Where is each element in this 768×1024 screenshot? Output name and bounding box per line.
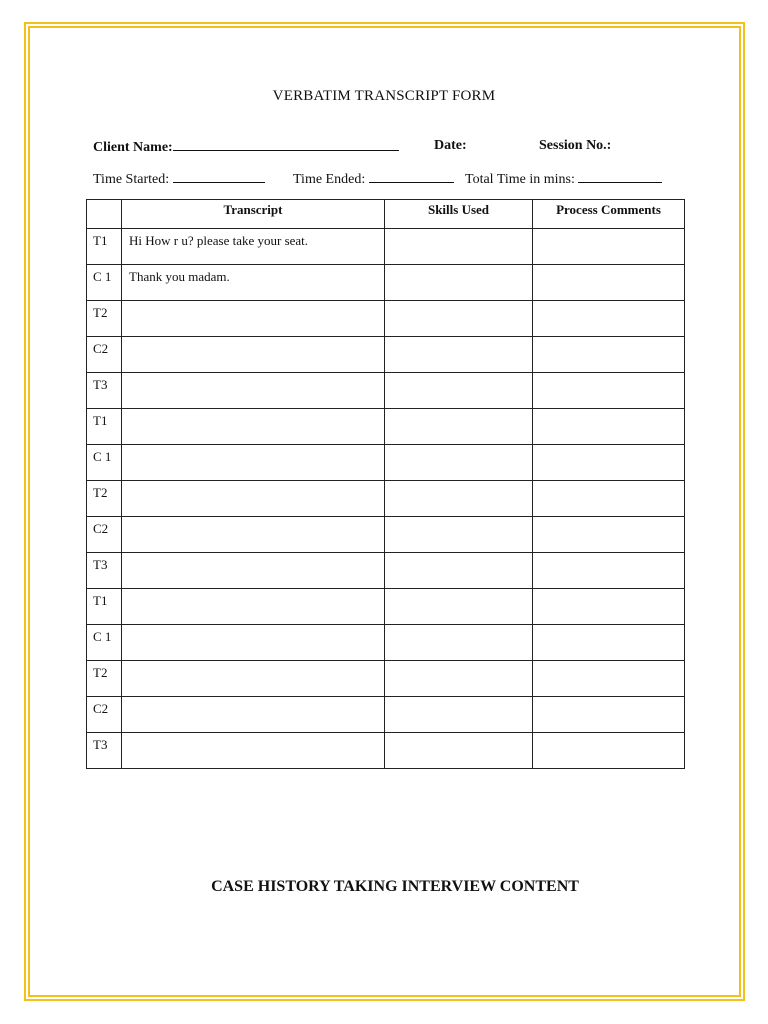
transcript-cell[interactable] [122,517,385,553]
header-transcript: Transcript [122,200,385,229]
speaker-cell: T2 [87,301,122,337]
process-comments-cell[interactable] [533,733,685,769]
table-row [87,409,685,445]
speaker-cell: C 1 [87,445,122,481]
client-name-blank[interactable] [173,138,399,151]
total-time-field[interactable] [465,170,662,188]
skills-used-cell[interactable] [385,733,533,769]
skills-used-cell[interactable] [385,445,533,481]
skills-used-cell[interactable] [385,337,533,373]
speaker-cell: T1 [87,229,122,265]
skills-used-cell[interactable] [385,589,533,625]
speaker-cell: T1 [87,409,122,445]
table-row [87,445,685,481]
table-body [87,229,685,769]
transcript-cell[interactable] [122,661,385,697]
process-comments-cell[interactable] [533,481,685,517]
speaker-cell: T3 [87,553,122,589]
transcript-cell[interactable] [122,445,385,481]
total-time-blank[interactable] [578,170,662,183]
process-comments-cell[interactable] [533,517,685,553]
total-time-label: Total Time in mins: [465,172,575,187]
table-row [87,553,685,589]
skills-used-cell[interactable] [385,409,533,445]
speaker-cell: T3 [87,733,122,769]
transcript-cell[interactable] [122,589,385,625]
transcript-cell[interactable]: Thank you madam. [122,265,385,301]
transcript-cell[interactable] [122,373,385,409]
skills-used-cell[interactable] [385,517,533,553]
skills-used-cell[interactable] [385,301,533,337]
transcript-table [86,199,685,769]
process-comments-cell[interactable] [533,697,685,733]
table-row [87,301,685,337]
speaker-cell: C2 [87,517,122,553]
time-ended-label: Time Ended: [293,172,366,187]
process-comments-cell[interactable] [533,661,685,697]
speaker-cell: T2 [87,481,122,517]
speaker-cell: T1 [87,589,122,625]
transcript-cell[interactable] [122,625,385,661]
table-row [87,697,685,733]
table-row [87,265,685,301]
process-comments-cell[interactable] [533,301,685,337]
header-process-comments: Process Comments [533,200,685,229]
form-title: VERBATIM TRANSCRIPT FORM [272,88,496,104]
table-header-row [87,200,685,229]
table-row [87,517,685,553]
transcript-cell[interactable] [122,733,385,769]
process-comments-cell[interactable] [533,373,685,409]
transcript-cell[interactable] [122,337,385,373]
time-started-field[interactable] [93,170,265,188]
speaker-cell: T3 [87,373,122,409]
process-comments-cell[interactable] [533,265,685,301]
header-speaker [87,200,122,229]
transcript-cell[interactable]: Hi How r u? please take your seat. [122,229,385,265]
transcript-cell[interactable] [122,301,385,337]
time-started-blank[interactable] [173,170,265,183]
date-label: Date: [434,138,467,153]
process-comments-cell[interactable] [533,589,685,625]
table-row [87,625,685,661]
client-name-label: Client Name: [93,140,173,155]
section-title: CASE HISTORY TAKING INTERVIEW CONTENT [211,878,579,895]
table-row [87,373,685,409]
table-row [87,661,685,697]
session-number-label: Session No.: [539,138,612,153]
transcript-cell[interactable] [122,553,385,589]
skills-used-cell[interactable] [385,481,533,517]
process-comments-cell[interactable] [533,445,685,481]
skills-used-cell[interactable] [385,229,533,265]
skills-used-cell[interactable] [385,265,533,301]
client-name-field[interactable] [93,138,399,156]
header-skills-used: Skills Used [385,200,533,229]
process-comments-cell[interactable] [533,409,685,445]
table-row [87,229,685,265]
table-row [87,733,685,769]
process-comments-cell[interactable] [533,337,685,373]
time-started-label: Time Started: [93,172,170,187]
table-row [87,589,685,625]
transcript-cell[interactable] [122,697,385,733]
skills-used-cell[interactable] [385,697,533,733]
time-ended-field[interactable] [293,170,454,188]
skills-used-cell[interactable] [385,625,533,661]
process-comments-cell[interactable] [533,553,685,589]
skills-used-cell[interactable] [385,661,533,697]
skills-used-cell[interactable] [385,373,533,409]
skills-used-cell[interactable] [385,553,533,589]
process-comments-cell[interactable] [533,229,685,265]
speaker-cell: C 1 [87,625,122,661]
speaker-cell: T2 [87,661,122,697]
table-row [87,337,685,373]
transcript-cell[interactable] [122,481,385,517]
table-row [87,481,685,517]
process-comments-cell[interactable] [533,625,685,661]
time-ended-blank[interactable] [369,170,454,183]
transcript-cell[interactable] [122,409,385,445]
speaker-cell: C 1 [87,265,122,301]
speaker-cell: C2 [87,697,122,733]
speaker-cell: C2 [87,337,122,373]
